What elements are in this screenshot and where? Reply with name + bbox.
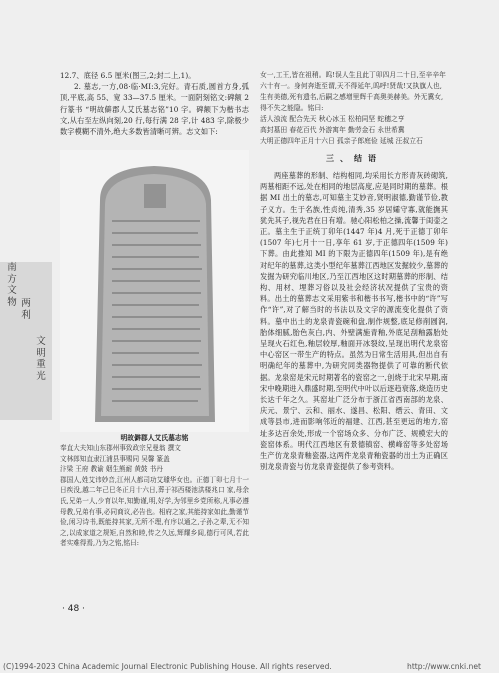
epitaph-poem-line-1: 女一,工王,皆在祖稍。呜!误人生且此丁卯四月二十日,至辛辛年六十有一。身何奔逝至谓,天不得延年,呜呼!贤哉!又执旗人也,生有美德,死有遗名,后嗣之感增里辉千高奥美赫美。外无冀女,得不失之能隐。铭曰: xyxy=(260,71,446,112)
inscription-body: 郡国人,姓艾讳妙音,江州人都司功艾璩华女也。正德丁卯七月十一日疾没,越二年己巳冬正月十六日,葬于祁西楼池洪楼兆口 家,母余氏,兄弟一人,少育以年,知勤谨,明,好学,为邻里乡党所称,凡事必遵母教,兄弟有事,必同商议,必告也。相府之家,其能持家如此,勤谨节俭,闲习诗书,既能持其家,无所不理,有序以通之,子孙之辈,无不知之,以成家道之规矩,自然和睦,传之久远,辉耀乡闾,德行可风,若此者实难得焉,乃为之铭,铭曰: xyxy=(60,475,249,548)
epitaph-rubbing-image xyxy=(60,150,249,440)
left-paragraph-2: 2. 墓志,一方,08·临·MI:3,完好。青石质,圆首方身,弧顶,平底,高 55、宽 33—37.5 厘米。一面阴刻铭文:碑额 2 行篆书 “明故僻郡人艾氏墓志铭”10 字。碑额下为楷书志文,从右至左纵向刻,20 行,每行满 28 字,计 483 字,除极少数字模糊不清外,绝大多数皆清晰可辨。志文如下: xyxy=(60,82,249,137)
epitaph-poem-line-3: 高封墓田 春花百代 外游寓年 勤劳金石 永世希冀 xyxy=(260,126,405,134)
copyright-text: (C)1994-2023 China Academic Journal Electronic Publishing House. All rights reserved. xyxy=(3,662,332,671)
inscription-line-1: 奉直大夫知山东郡州事致政宗兄曼翁 撰文 xyxy=(60,444,181,452)
conclusion-paragraph: 两座墓葬的形制、结构相同,均采用长方形青灰砖砌筑,两墓相距不远,处在相同的地层高度,应是同时期的墓葬。根据 MI 出土的墓志,可知墓主艾妙音,贤明淑德,勤谨节俭,教子义方。生于名族,性贞纯,清秀,35 岁居孀守寡,就能撫其犹先其子,视先君在日有增。驰心阳松柏之操,流馨于闺壶之正。墓主生于正统丁卯年(1447 年)4 月,死于正德丁卯年(1507 年)七月十一日,享年 61 岁,于正德四年(1509 年)下葬。由此推知 MI 的下限为正德四年(1509 年),是有绝对纪年的墓葬,这类小型纪年墓葬江西地区发掘较少,墓葬的发掘为研究临川地区,乃至江西地区这时期墓葬的形制、结构、用材、埋葬习俗以及社会经济状况提供了宝贵的资料。出土的墓葬志文采用紫书和楷书书写,楷书中的“许”写作“许”,对了解当时的书法以及文字的源流变化提供了资料。墓中出土的龙泉青瓷碗和盘,制作规整,底足修削圆润,胎体细腻,胎色灰白,内、外壁满施青釉,外底足刮釉露胎处呈现火石红色,釉层较厚,釉面开冰裂纹,呈现出明代龙泉窑中心窑区一带生产的特点。虽然为日常生活用具,但出自有明确纪年的墓葬中,为研究同类器物提供了可靠的断代依据。龙泉窑是宋元时期著名的瓷窑之一,创烧于北宋早期,南宋中晚期进入鼎盛时期,至明代中叶以后逐趋衰落,烧造历史长达千年之久。其窑址广泛分布于浙江省西南部的龙泉、庆元、景宁、云和、丽水、遂昌、松阳、缙云、青田、文成等县市,进而影响邻近的福建、江西,甚至更远的地方,窑址多达百余处,形成一个窑场众多、分布广泛、规模宏大的瓷窑体系。明代江西地区有景德镇窑、横峰窑等多处窑场生产仿龙泉青釉瓷器,这两件龙泉青釉瓷器的出土为正确区别龙泉青瓷与仿龙泉青瓷提供了参考资料。 xyxy=(260,171,448,472)
left-paragraph-1: 12.7、底径 6.5 厘米(图三,2;封二上,1)。 xyxy=(60,71,196,80)
side-tab-text-1: 南方文物 xyxy=(7,262,17,308)
page-number: · 48 · xyxy=(62,604,85,614)
inscription-line-2: 文林郎知直隶江浦县事赐同 吴馨 篆盖 xyxy=(60,454,170,463)
figure-caption: 明故僻郡人艾氏墓志铭 xyxy=(120,434,189,442)
epitaph-poem-line-2: 活人浊流 配合先天 秋心冰玉 松柏同坚 蛇穗之亨 xyxy=(260,115,405,123)
side-tab-text-2: 两利 xyxy=(21,298,31,321)
side-tab-text-3: 文明重光 xyxy=(36,336,46,382)
section-heading: 三、结语 xyxy=(326,154,382,163)
journal-side-tab xyxy=(0,262,52,420)
cnki-link[interactable]: http://www.cnki.net xyxy=(407,662,481,671)
epitaph-poem-line-4: 大明正德四年正月十六日 孤亲子郎庭俭 延城 汪叔立石 xyxy=(260,137,423,145)
stele-rubbing-figure xyxy=(60,150,249,432)
right-column xyxy=(260,70,448,472)
left-column xyxy=(60,70,249,137)
inscription-line-3: 汴梁 王府 教谕 姻生熊耐 黄鼓 书丹 xyxy=(60,465,163,474)
epitaph-transcription xyxy=(60,443,249,549)
